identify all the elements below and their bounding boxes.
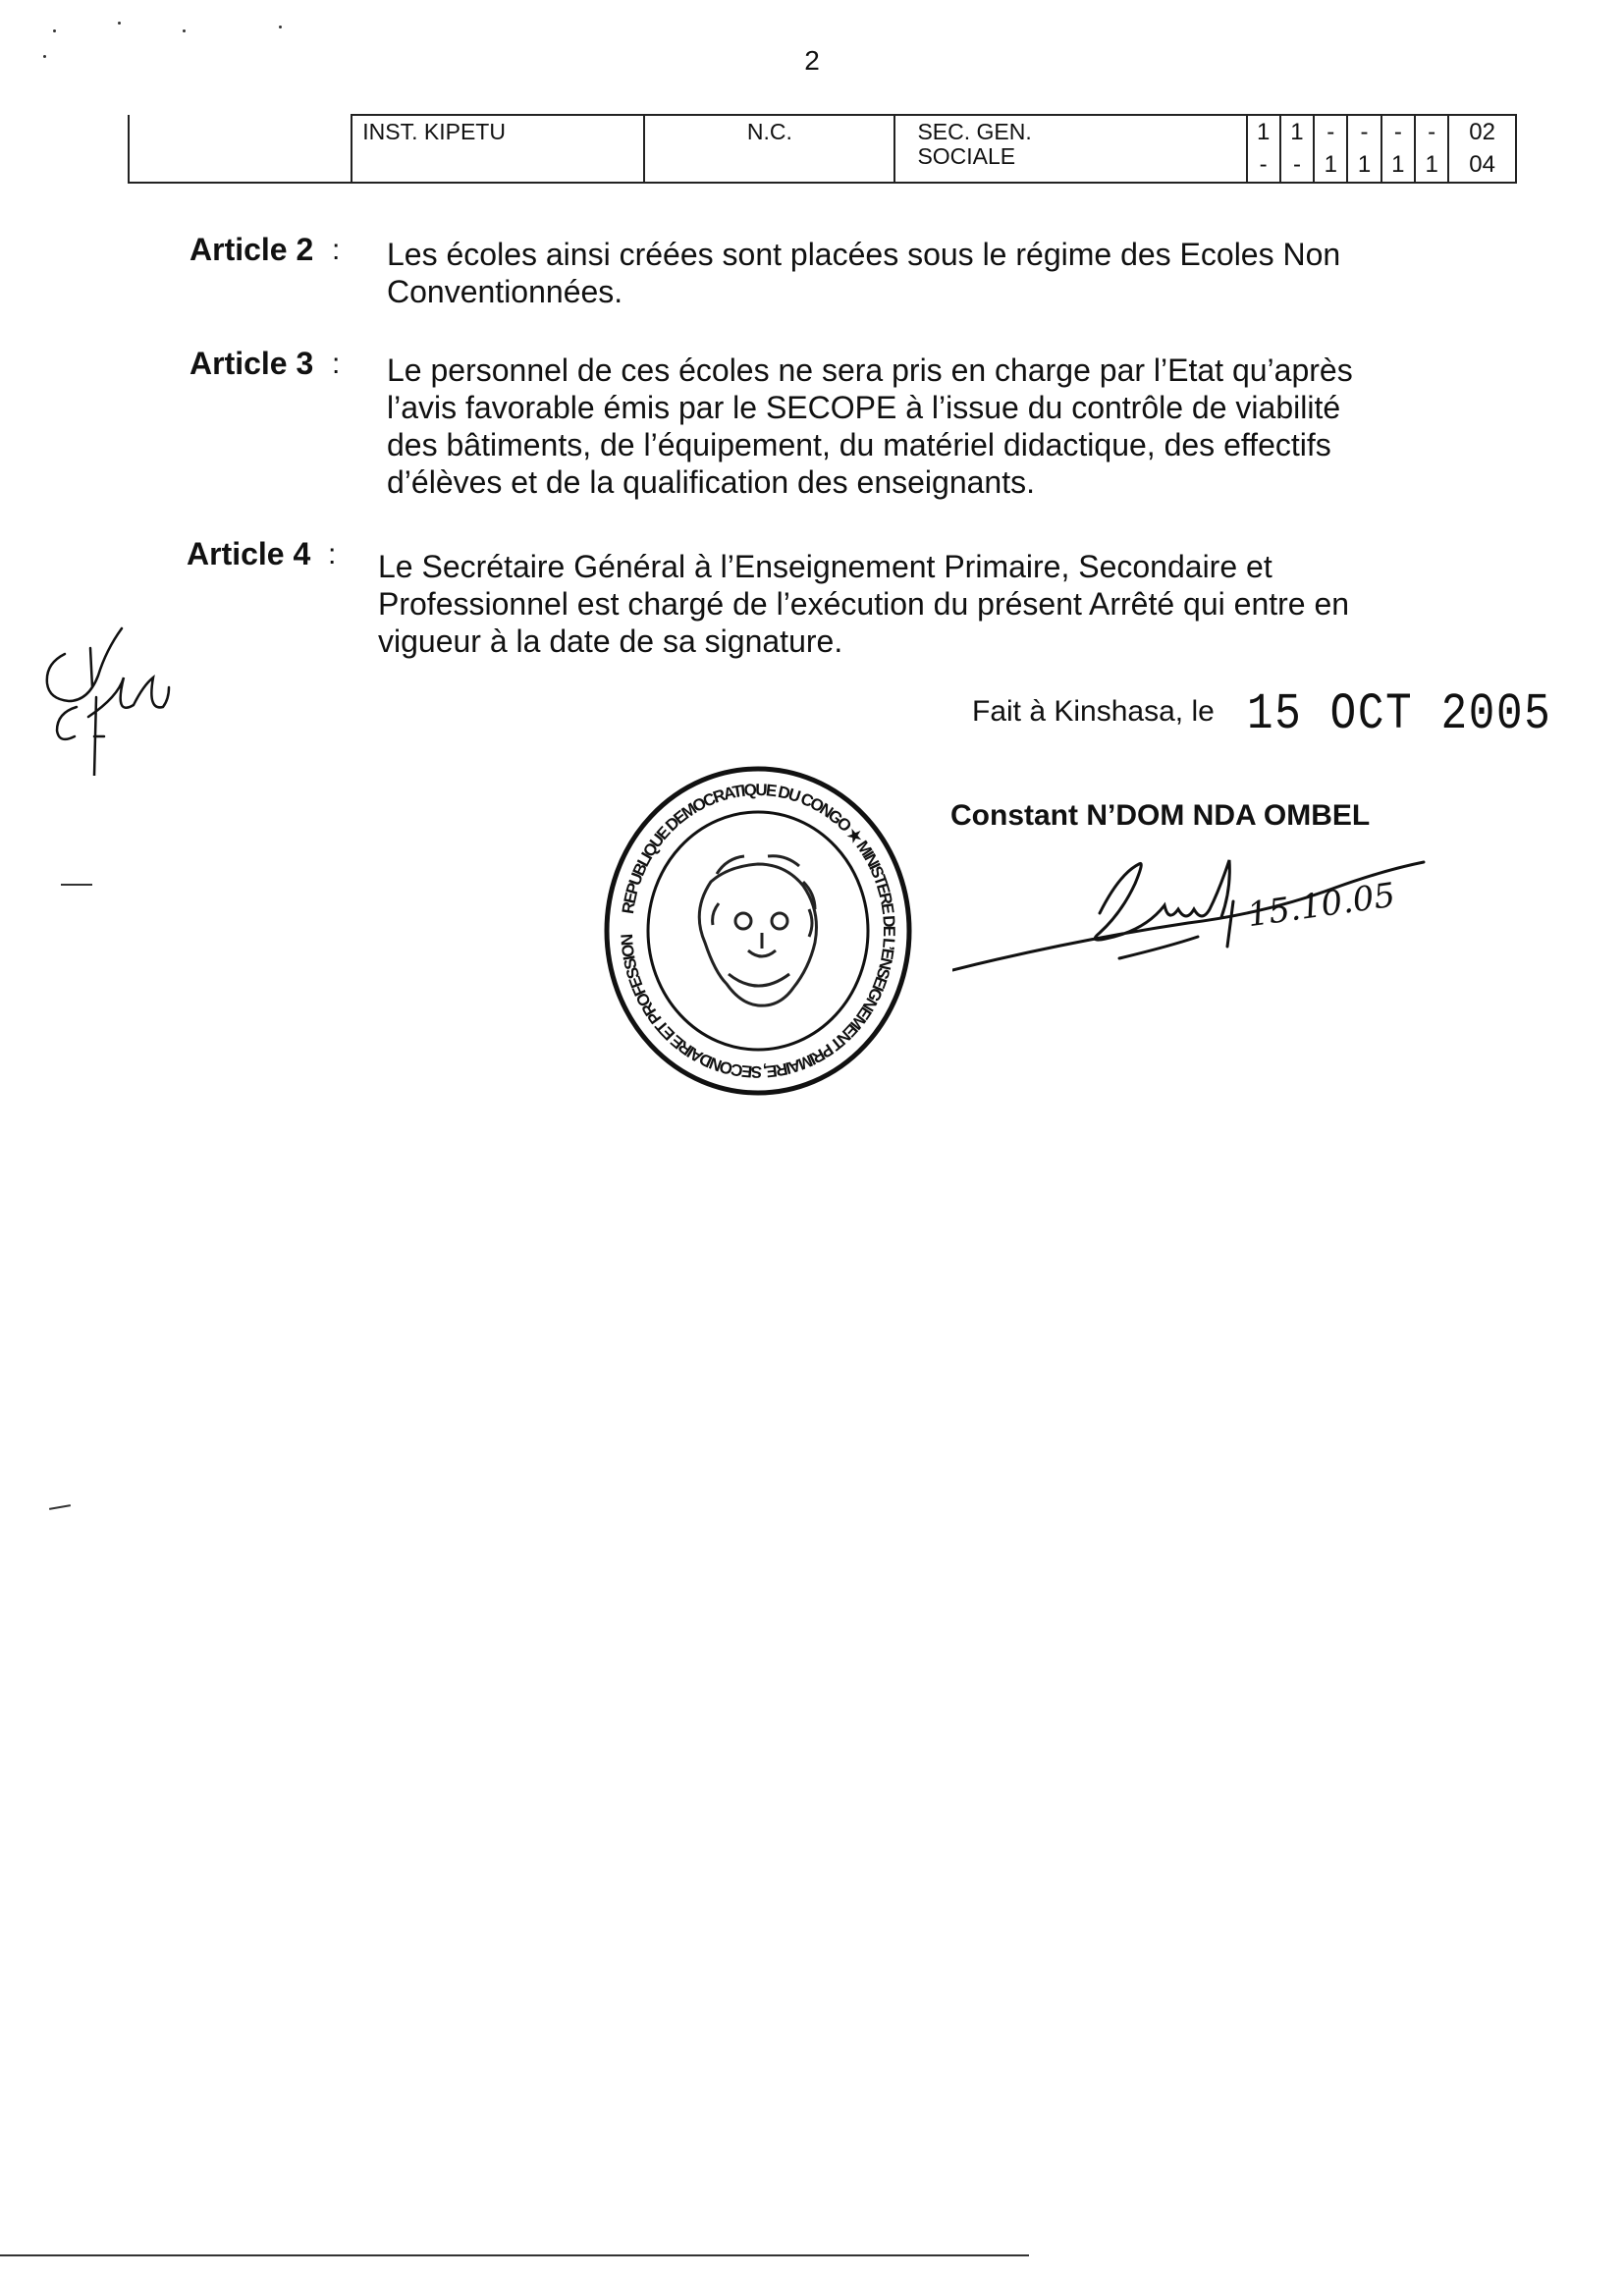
- seal-graphic: [601, 764, 915, 1098]
- regime: N.C.: [746, 119, 792, 144]
- article-colon: :: [328, 538, 337, 570]
- article-line: Les écoles ainsi créées sont placées sous le régime des Ecoles Non: [387, 237, 1341, 272]
- digit-top: -: [1428, 119, 1436, 145]
- seal-text-path: REPUBLIQUE DEMOCRATIQUE DU CONGO ★ MINISTERE DE L’ENSEIGNEMENT PRIMAIRE, SECONDAIRE ET PROFESSION: [617, 780, 899, 1082]
- table-cell-location: [894, 115, 1246, 183]
- signer-name: Constant N’DOM NDA OMBEL: [950, 799, 1371, 832]
- signature-date: 15.10.05: [1244, 875, 1398, 936]
- digit-cell: [1347, 115, 1380, 183]
- article-line: Conventionnées.: [387, 274, 623, 309]
- digit-bottom: 1: [1357, 151, 1372, 178]
- article-line: vigueur à la date de sa signature.: [378, 624, 843, 659]
- article-body: [387, 236, 1445, 310]
- table-row: [129, 115, 1516, 183]
- date-stamp: 15 OCT 2005: [1247, 685, 1552, 743]
- article-line: des bâtiments, de l’équipement, du matériel didactique, des effectifs: [387, 427, 1331, 462]
- digit-top: -: [1393, 119, 1402, 145]
- digit-bottom: 1: [1324, 151, 1337, 178]
- article-colon: :: [332, 348, 341, 380]
- margin-initials-graphic: [18, 589, 185, 776]
- digit-top: -: [1326, 119, 1335, 145]
- signature-graphic: [952, 842, 1463, 990]
- article-body: [378, 548, 1443, 660]
- digit-bottom: -: [1292, 151, 1301, 178]
- page-number: 2: [804, 45, 820, 76]
- digit-top: 1: [1256, 119, 1271, 145]
- article-line: Professionnel est chargé de l’exécution du présent Arrêté qui entre en: [378, 586, 1350, 622]
- table-cell-regime: [644, 115, 894, 183]
- article-body: [387, 352, 1445, 501]
- page-bottom-rule: [0, 2254, 1029, 2256]
- article-label: Article 2: [189, 232, 314, 267]
- table-cell-institution: [352, 115, 644, 183]
- digit-bottom: 1: [1425, 151, 1438, 178]
- digit-cell: [1415, 115, 1448, 183]
- location-line-1: SEC. GEN.: [917, 119, 1032, 144]
- code-top: 02: [1469, 119, 1495, 145]
- article-line: d’élèves et de la qualification des enseignants.: [387, 464, 1035, 500]
- digit-top: -: [1360, 119, 1369, 145]
- place-and-date-label: Fait à Kinshasa, le: [972, 695, 1215, 728]
- lion-head-icon: [699, 856, 816, 1005]
- article-label: Article 3: [189, 346, 314, 381]
- digit-cell: [1247, 115, 1280, 183]
- institution-name: INST. KIPETU: [362, 119, 506, 144]
- school-table: [128, 114, 1517, 184]
- digit-bottom: -: [1259, 151, 1268, 178]
- code-bottom: 04: [1469, 151, 1495, 178]
- article-line: Le personnel de ces écoles ne sera pris en charge par l’Etat qu’après: [387, 353, 1353, 388]
- signature: [952, 842, 1463, 995]
- digit-cell: [1314, 115, 1347, 183]
- table-cell-empty: [129, 115, 352, 183]
- digit-cell: [1280, 115, 1314, 183]
- official-seal: [601, 764, 915, 1103]
- article-line: l’avis favorable émis par le SECOPE à l’issue du contrôle de viabilité: [387, 390, 1341, 425]
- digit-bottom: 1: [1391, 151, 1405, 178]
- margin-dash: [61, 884, 92, 886]
- location-line-2: SOCIALE: [917, 143, 1016, 169]
- margin-dash: [49, 1504, 71, 1510]
- article-line: Le Secrétaire Général à l’Enseignement Primaire, Secondaire et: [378, 549, 1272, 584]
- article-label: Article 4: [187, 536, 311, 571]
- code-cell: [1448, 115, 1516, 183]
- digit-cell: [1381, 115, 1415, 183]
- article-colon: :: [332, 234, 341, 266]
- digit-top: 1: [1290, 119, 1304, 145]
- margin-initials: [18, 589, 185, 781]
